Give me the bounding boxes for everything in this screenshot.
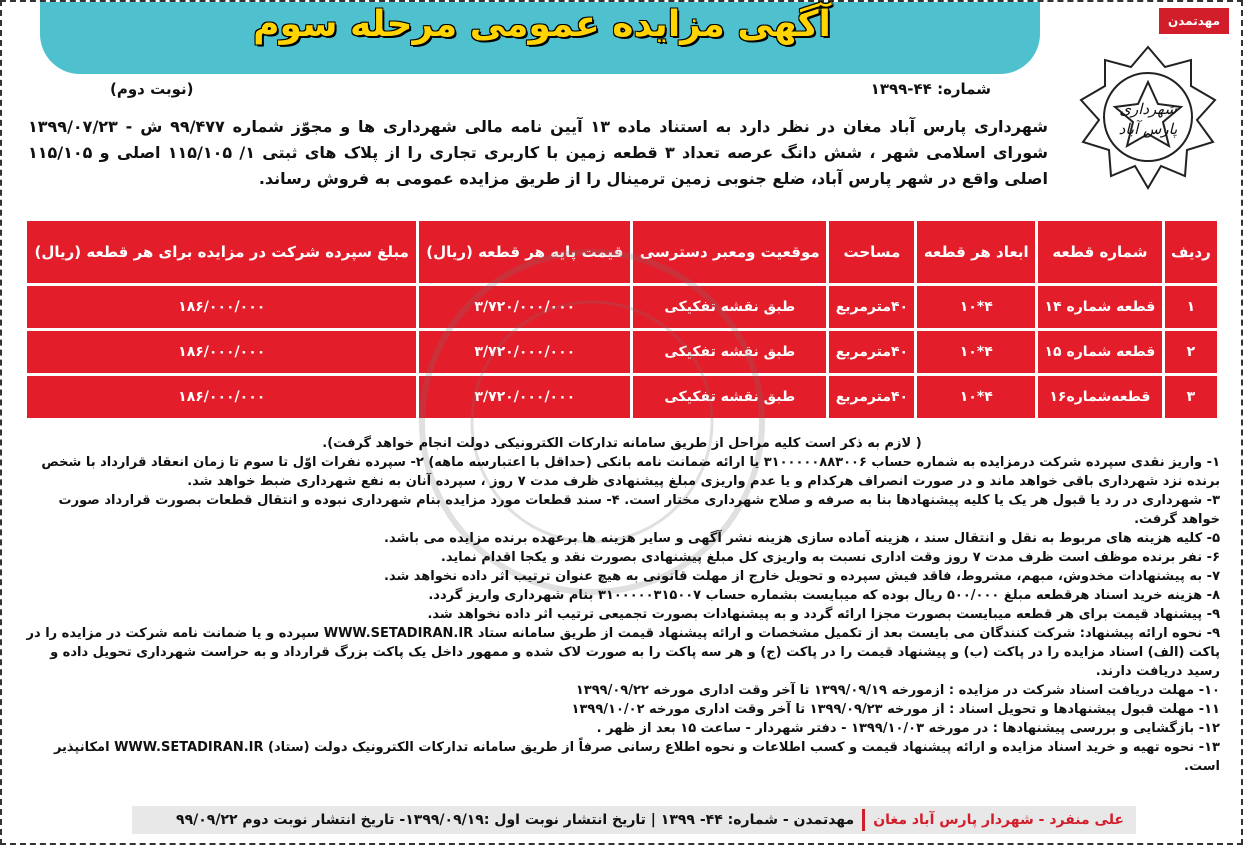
header-row-index: ردیف	[1165, 221, 1217, 283]
cell-deposit: ۱۸۶/۰۰۰/۰۰۰	[27, 331, 416, 373]
terms-item: ۷- به پیشنهادات مخدوش، مبهم، مشروط، فاقد فیش سپرده و تحویل خارج از مهلت قانونی به هیچ عنوان ترتیب اثر داده نخواهد شد.	[384, 569, 1220, 584]
municipality-logo	[1073, 42, 1223, 192]
intro-paragraph: شهرداری پارس آباد مغان در نظر دارد به استناد ماده ۱۳ آیین نامه مالی شهرداری ها و مجوّز شماره ۹۹/۴۷۷ ش - ۱۳۹۹/۰۷/۲۳ شورای اسلامی شهر ، شش دانگ عرصه تعداد ۳ قطعه زمین با کاربری تجاری را از پلاک های ثبتی ۱/ ۱۱۵/۱۰۵ اصلی و ۱۱۵/۱۰۵ اصلی واقع در شهر پارس آباد، ضلع جنوبی زمین ترمینال را از طریق مزایده عمومی به فروش رساند.	[28, 117, 1048, 188]
mayor-signature: علی منفرد - شهردار پارس آباد مغان	[873, 812, 1124, 828]
cell-lot-number: قطعه شماره ۱۵	[1038, 331, 1162, 373]
terms-item: ۸- هزینه خرید اسناد هرقطعه مبلغ ۵۰۰/۰۰۰ ریال بوده که میبایست بشماره حساب ۳۱۰۰۰۰۰۳۱۵۰۰۷ بنام شهرداری واریز گردد.	[428, 588, 1220, 603]
header-location: موقعیت ومعبر دسترسی	[633, 221, 826, 283]
table-row	[27, 331, 1217, 373]
terms-section	[24, 434, 1220, 776]
terms-item: ۳- شهرداری در رد یا قبول هر یک یا کلیه پیشنهادها بنا به صرفه و صلاح شهرداری مختار است. ۴- سند قطعات مورد مزایده بنام شهرداری نبوده و انتقال قطعات بصورت قرارداد صورت خواهد گرفت.	[58, 493, 1220, 527]
terms-headline: ( لازم به ذکر است کلیه مراحل از طریق سامانه تدارکات الکترونیکی دولت انجام خواهد گرفت).	[322, 436, 922, 451]
cell-location: طبق نقشه تفکیکی	[633, 331, 826, 373]
cell-location: طبق نقشه تفکیکی	[633, 376, 826, 418]
cell-dimensions: ۴*۱۰	[917, 286, 1035, 328]
terms-item: ۹- پیشنهاد قیمت برای هر قطعه میبایست بصورت مجزا ارائه گردد و به پیشنهادات بصورت تجمیعی ترتیب اثر داده نخواهد شد.	[427, 607, 1220, 622]
terms-item: ۱۳- نحوه تهیه و خرید اسناد مزایده و ارائه پیشنهاد قیمت و کسب اطلاعات و نحوه اطلاع رسانی صرفاً از طریق سامانه تدارکات الکترونیک دولت (ستاد) WWW.SETADIRAN.IR امکانپذیر است.	[53, 740, 1220, 774]
table-header-row	[27, 221, 1217, 283]
cell-area: ۴۰مترمربع	[829, 331, 914, 373]
terms-item: ۶- نفر برنده موظف است ظرف مدت ۷ روز وقت اداری نسبت به واریزی کل مبلغ پیشنهادی بصورت نقد و یکجا اقدام نماید.	[440, 550, 1220, 565]
table-row	[27, 376, 1217, 418]
publication-info: مهدتمدن - شماره: ۴۴- ۱۳۹۹ | تاریخ انتشار نوبت اول :۱۳۹۹/۰۹/۱۹- تاریخ انتشار نوبت دوم ۹۹/۰۹/۲۲	[176, 812, 855, 828]
logo-text-line1: شهرداری	[1119, 100, 1177, 118]
auction-table	[24, 218, 1220, 421]
header-base-price: قیمت پایه هر قطعه (ریال)	[419, 221, 630, 283]
cell-deposit: ۱۸۶/۰۰۰/۰۰۰	[27, 376, 416, 418]
header-dimensions: ابعاد هر قطعه	[917, 221, 1035, 283]
cell-row-index: ۲	[1165, 331, 1217, 373]
header-lot-number: شماره قطعه	[1038, 221, 1162, 283]
cell-deposit: ۱۸۶/۰۰۰/۰۰۰	[27, 286, 416, 328]
cell-base-price: ۳/۷۲۰/۰۰۰/۰۰۰	[419, 376, 630, 418]
logo-text-line2: پارس آباد	[1118, 120, 1178, 138]
terms-item: ۵- کلیه هزینه های مربوط به نقل و انتقال سند ، هزینه آماده سازی هزینه نشر آگهی و سایر هزینه ها برعهده برنده مزایده می باشد.	[384, 531, 1220, 546]
cell-base-price: ۳/۷۲۰/۰۰۰/۰۰۰	[419, 286, 630, 328]
table-row	[27, 286, 1217, 328]
notice-number: شماره: ۴۴-۱۳۹۹	[870, 80, 991, 98]
cell-dimensions: ۴*۱۰	[917, 376, 1035, 418]
cell-row-index: ۳	[1165, 376, 1217, 418]
footer-divider	[862, 809, 865, 831]
cell-dimensions: ۴*۱۰	[917, 331, 1035, 373]
terms-item: ۱۲- بازگشایی و بررسی پیشنهادها : در مورخه ۱۳۹۹/۱۰/۰۳ - دفتر شهردار - ساعت ۱۵ بعد از ظهر .	[596, 721, 1220, 736]
cell-area: ۴۰مترمربع	[829, 376, 914, 418]
terms-item: ۱۰- مهلت دریافت اسناد شرکت در مزایده : ازمورخه ۱۳۹۹/۰۹/۱۹ تا آخر وقت اداری مورخه ۱۳۹۹/۰۹/۲۲	[575, 683, 1220, 698]
publication-round: (نوبت دوم)	[110, 80, 194, 98]
cell-base-price: ۳/۷۲۰/۰۰۰/۰۰۰	[419, 331, 630, 373]
cell-lot-number: قطعه شماره ۱۴	[1038, 286, 1162, 328]
terms-item: ۱۱- مهلت قبول پیشنهادها و تحویل اسناد : از مورخه ۱۳۹۹/۰۹/۲۳ تا آخر وقت اداری مورخه ۱۳۹۹/۱۰/۰۲	[571, 702, 1220, 717]
cell-row-index: ۱	[1165, 286, 1217, 328]
newspaper-badge: مهدتمدن	[1159, 8, 1229, 34]
cell-lot-number: قطعه‌شماره۱۶	[1038, 376, 1162, 418]
terms-item: ۹- نحوه ارائه پیشنهاد: شرکت کنندگان می بایست بعد از تکمیل مشخصات و ارائه پیشنهاد قیمت از طریق سامانه ستاد WWW.SETADIRAN.IR سپرده و یا ضمانت نامه شرکت در مزایده را در پاکت (الف) اسناد مزایده را در پاکت (ب) و پیشنهاد قیمت را در پاکت (ج) و هر سه پاکت را به صورت لاک شده و ممهور داخل یک پاکت بزرگ قرارداد و به حراست شهرداری تحویل داده و رسید دریافت دارند.	[26, 626, 1220, 679]
header-area: مساحت	[829, 221, 914, 283]
page-title: آگهی مزایده عمومی مرحله سوم	[253, 4, 831, 45]
cell-location: طبق نقشه تفکیکی	[633, 286, 826, 328]
footer-bar	[132, 806, 1136, 834]
header-deposit: مبلغ سپرده شرکت در مزایده برای هر قطعه (ریال)	[27, 221, 416, 283]
terms-item: ۱- واریز نقدی سپرده شرکت درمزایده به شماره حساب ۳۱۰۰۰۰۰۸۸۳۰۰۶ یا ارائه ضمانت نامه بانکی (حداقل با اعتبارسه ماهه) ۲- سپرده نفرات اوّل تا سوم تا زمان انعقاد قرارداد با شخص برنده نزد شهرداری باقی خواهد ماند و در صورت انصراف هرکدام و یا عدم واریزی مبلغ پیشنهادی ظرف مدت ۷ روز ، سپرده آنان به نفع شهرداری ضبط خواهد شد.	[41, 455, 1220, 489]
cell-area: ۴۰مترمربع	[829, 286, 914, 328]
